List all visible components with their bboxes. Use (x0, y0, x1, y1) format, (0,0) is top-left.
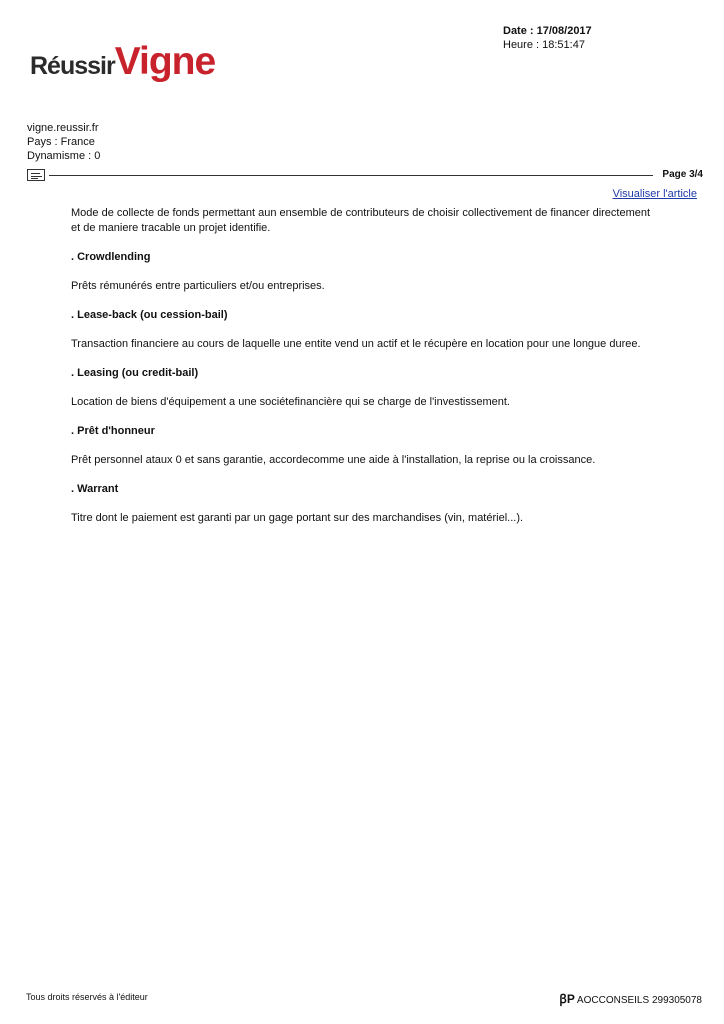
document-icon (27, 169, 45, 181)
footer-rights: Tous droits réservés à l'éditeur (26, 992, 148, 1002)
country-label: Pays : France (27, 136, 95, 148)
section-heading: . Leasing (ou credit-bail) (71, 367, 199, 379)
publisher-mark-icon: ꞵP (559, 992, 575, 1006)
footer-code-text: AOCCONSEILS 299305078 (576, 995, 702, 1006)
paragraph: Prêt personnel ataux 0 et sans garantie, accordecomme une aide à l'installation, la reprise ou la croissance. (71, 454, 596, 466)
section-heading: . Crowdlending (71, 251, 151, 263)
section-heading: . Prêt d'honneur (71, 425, 155, 437)
article-body (71, 206, 656, 540)
site-url: vigne.reussir.fr (27, 122, 99, 134)
paragraph: Prêts rémunérés entre particuliers et/ou entreprises. (71, 280, 325, 292)
paragraph: Mode de collecte de fonds permettant aun ensemble de contributeurs de choisir collectivement de financer directement et de maniere tracable un projet identifie. (71, 207, 651, 234)
paragraph: Location de biens d'équipement a une sociétefinancière qui se charge de l'investissement. (71, 396, 510, 408)
paragraph: Titre dont le paiement est garanti par un gage portant sur des marchandises (vin, matériel...). (71, 512, 524, 524)
time-label: Heure : 18:51:47 (503, 39, 585, 51)
view-article-link[interactable]: Visualiser l'article (612, 188, 697, 200)
section-heading: . Lease-back (ou cession-bail) (71, 309, 228, 321)
source-meta (27, 121, 100, 163)
header-divider (49, 175, 653, 176)
date-time-block (503, 24, 592, 52)
page-rule-row (27, 169, 703, 183)
footer-code (559, 990, 702, 1007)
logo-text-vigne: Vigne (114, 40, 216, 83)
logo-text-reussir: Réussir (30, 52, 115, 80)
paragraph: Transaction financiere au cours de laquelle une entite vend un actif et le récupère en location pour une longue duree. (71, 338, 641, 350)
dynamism-label: Dynamisme : 0 (27, 150, 101, 162)
date-label: Date : 17/08/2017 (503, 25, 592, 37)
section-heading: . Warrant (71, 483, 119, 495)
publication-logo (30, 40, 215, 84)
page-number: Page 3/4 (662, 169, 703, 180)
